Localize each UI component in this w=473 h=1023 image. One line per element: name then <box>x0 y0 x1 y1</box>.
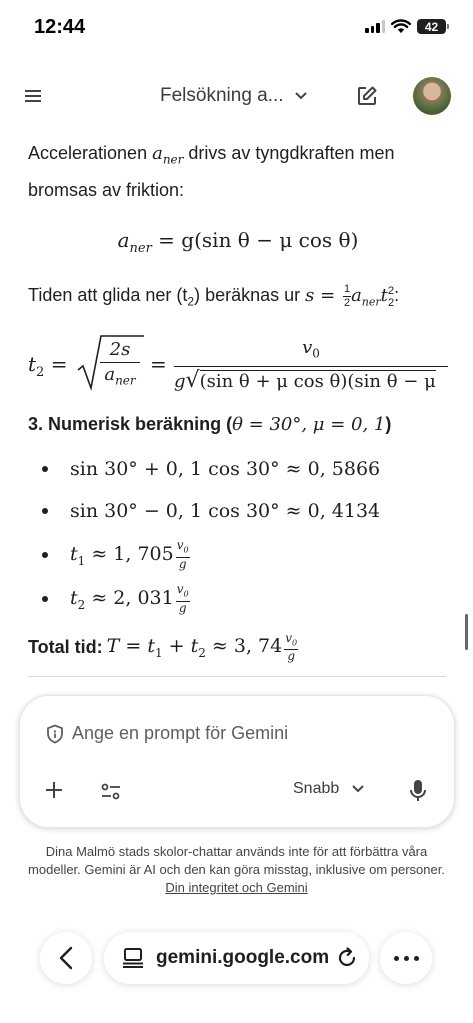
menu-button[interactable] <box>22 84 50 108</box>
mic-icon <box>408 778 428 804</box>
tab-icon <box>122 948 144 968</box>
signal-icon <box>365 20 385 33</box>
equation-acceleration: $a_{ner} = g(\sin$ θ − μ cos θ) <box>117 228 359 256</box>
privacy-link[interactable]: Din integritet och Gemini <box>165 880 308 895</box>
tools-button[interactable] <box>100 781 122 803</box>
chevron-down-icon <box>351 784 365 794</box>
new-chat-button[interactable] <box>355 84 381 110</box>
more-icon <box>394 956 399 961</box>
list-item: sin 30° + 0, 1 cos 30° ≈ 0, 5866 <box>28 451 380 487</box>
prompt-input[interactable]: Ange en prompt för Gemini <box>46 723 288 744</box>
wifi-icon <box>391 19 411 34</box>
back-icon <box>59 946 73 970</box>
mic-button[interactable] <box>408 778 428 804</box>
avatar[interactable] <box>413 77 451 115</box>
battery-icon: 42 <box>417 19 449 34</box>
chevron-down-icon <box>294 91 308 101</box>
section-heading-numeric: 3. Numerisk beräkning (θ = 30°, μ = 0, 1) <box>28 414 392 435</box>
prompt-card <box>19 695 455 828</box>
equation-t2: $t_2$ = 2s $a_{ner}$ = $v_0$ g√(sin θ + μ cos θ)(sin θ − μ <box>28 330 448 400</box>
add-button[interactable] <box>44 776 64 806</box>
address-bar[interactable] <box>104 932 369 984</box>
list-item: $t_2 \approx 2$, 031 $\frac{v_0}{g}$ <box>28 581 190 617</box>
shield-icon <box>46 724 64 744</box>
status-bar <box>0 0 473 56</box>
edit-icon <box>355 84 379 108</box>
url-text: gemini.google.com <box>156 947 330 968</box>
list-item: $t_1 \approx 1$, 705 $\frac{v_0}{g}$ <box>28 537 190 573</box>
disclaimer: Dina Malmö stads skolor-chattar används inte för att förbättra våra modeller. Gemini är AI och den kan göra misstag, inklusive om personer. Din integritet och Gemini <box>28 844 445 895</box>
conversation-title: Felsökning a... <box>160 85 284 106</box>
scrollbar[interactable] <box>465 614 468 650</box>
list-item: sin 30° − 0, 1 cos 30° ≈ 0, 4134 <box>28 493 380 529</box>
divider <box>28 676 446 677</box>
plus-icon <box>44 780 64 800</box>
reload-icon[interactable] <box>336 947 358 969</box>
status-icons <box>365 19 449 34</box>
back-button[interactable] <box>40 932 92 984</box>
paragraph-time: Tiden att glida ner $(t_2)$ beräknas ur s = $\frac{1}{2}$ $a_{ner}t^2_2$: <box>28 282 400 309</box>
more-button[interactable] <box>380 932 432 984</box>
total-time: Total tid: $T = t_1 + t_2 \approx 3$, 74 $\frac{v_0}{g}$ <box>28 631 298 664</box>
tools-icon <box>100 781 122 803</box>
status-time: 12:44 <box>34 16 86 38</box>
mode-selector[interactable]: Snabb <box>293 780 365 798</box>
app-bar <box>0 72 473 120</box>
paragraph-acceleration: Accelerationen $a_{ner}$ drivs av tyngdkraften men bromsas av friktion: <box>28 143 395 200</box>
conversation-title-dropdown[interactable] <box>160 85 308 107</box>
menu-icon <box>25 90 41 92</box>
